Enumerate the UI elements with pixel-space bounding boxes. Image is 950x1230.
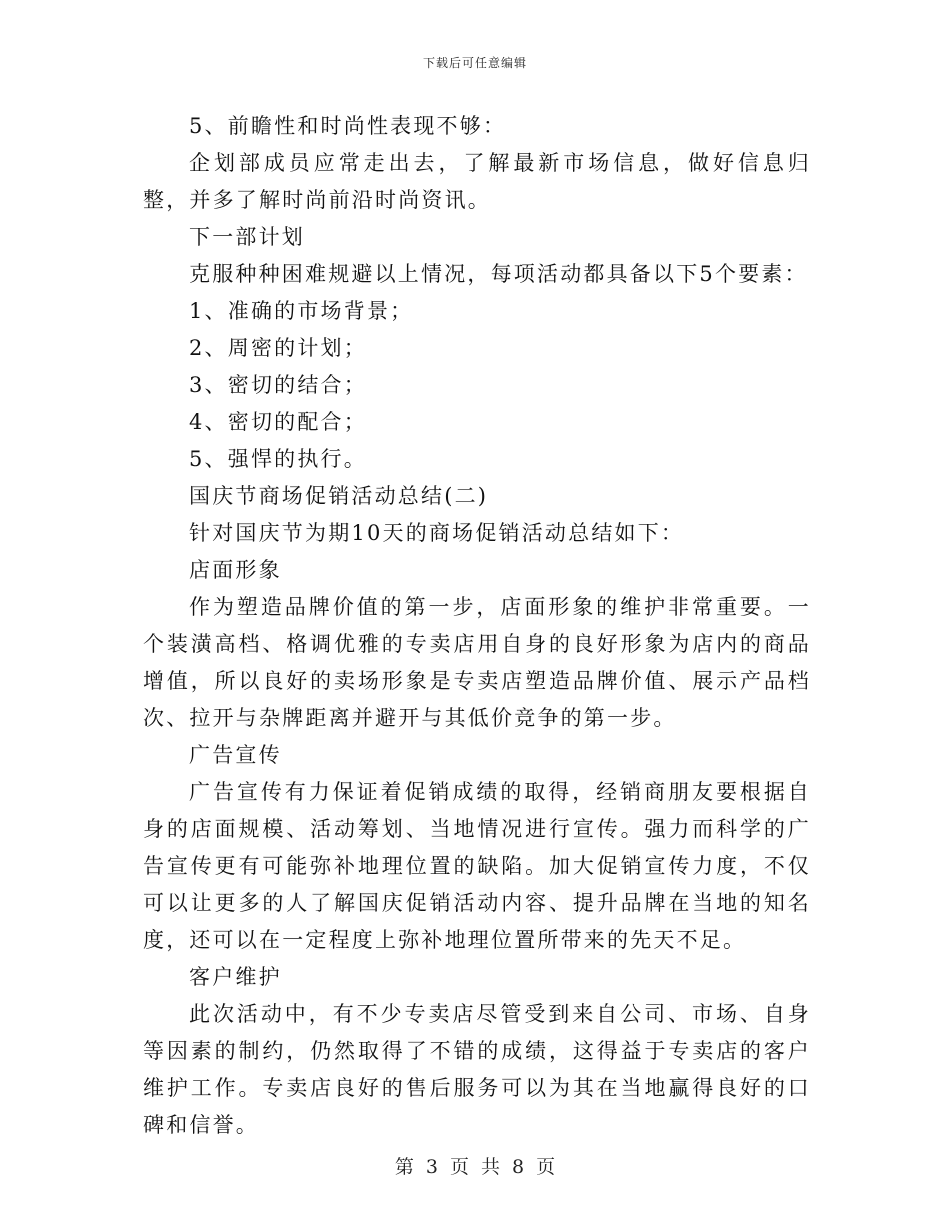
page-footer: 第 3 页 共 8 页 [394, 1156, 556, 1178]
list-item: 5、强悍的执行。 [189, 447, 367, 471]
paragraph: 克服种种困难规避以上情况，每项活动都具备以下5个要素： [189, 262, 808, 286]
list-item: 1、准确的市场背景； [189, 299, 414, 323]
section-heading: 下一部计划 [189, 225, 305, 249]
section-title: 国庆节商场促销活动总结(二) [189, 484, 489, 508]
document-body [143, 108, 811, 1144]
section-heading: 客户维护 [189, 965, 282, 989]
list-item: 2、周密的计划； [189, 336, 367, 360]
list-item: 4、密切的配合； [189, 410, 367, 434]
paragraph: 企划部成员应常走出去，了解最新市场信息，做好信息归整，并多了解时尚前沿时尚资讯。 [143, 151, 811, 212]
paragraph: 5、前瞻性和时尚性表现不够： [189, 114, 507, 138]
paragraph: 此次活动中，有不少专卖店尽管受到来自公司、市场、自身等因素的制约，仍然取得了不错的成绩，这得益于专卖店的客户维护工作。专卖店良好的售后服务可以为其在当地赢得良好的口碑和信誉。 [143, 1002, 811, 1137]
page-header: 下载后可任意编辑 [422, 56, 527, 70]
section-heading: 店面形象 [189, 558, 282, 582]
paragraph: 针对国庆节为期10天的商场促销活动总结如下： [189, 521, 685, 545]
paragraph: 广告宣传有力保证着促销成绩的取得，经销商朋友要根据自身的店面规模、活动筹划、当地情况进行宣传。强力而科学的广告宣传更有可能弥补地理位置的缺陷。加大促销宣传力度，不仅可以让更多的人了解国庆促销活动内容、提升品牌在当地的知名度，还可以在一定程度上弥补地理位置所带来的先天不足。 [143, 780, 811, 952]
section-heading: 广告宣传 [189, 743, 282, 767]
paragraph: 作为塑造品牌价值的第一步，店面形象的维护非常重要。一个装潢高档、格调优雅的专卖店用自身的良好形象为店内的商品增值，所以良好的卖场形象是专卖店塑造品牌价值、展示产品档次、拉开与杂牌距离并避开与其低价竞争的第一步。 [143, 595, 811, 730]
list-item: 3、密切的结合； [189, 373, 367, 397]
